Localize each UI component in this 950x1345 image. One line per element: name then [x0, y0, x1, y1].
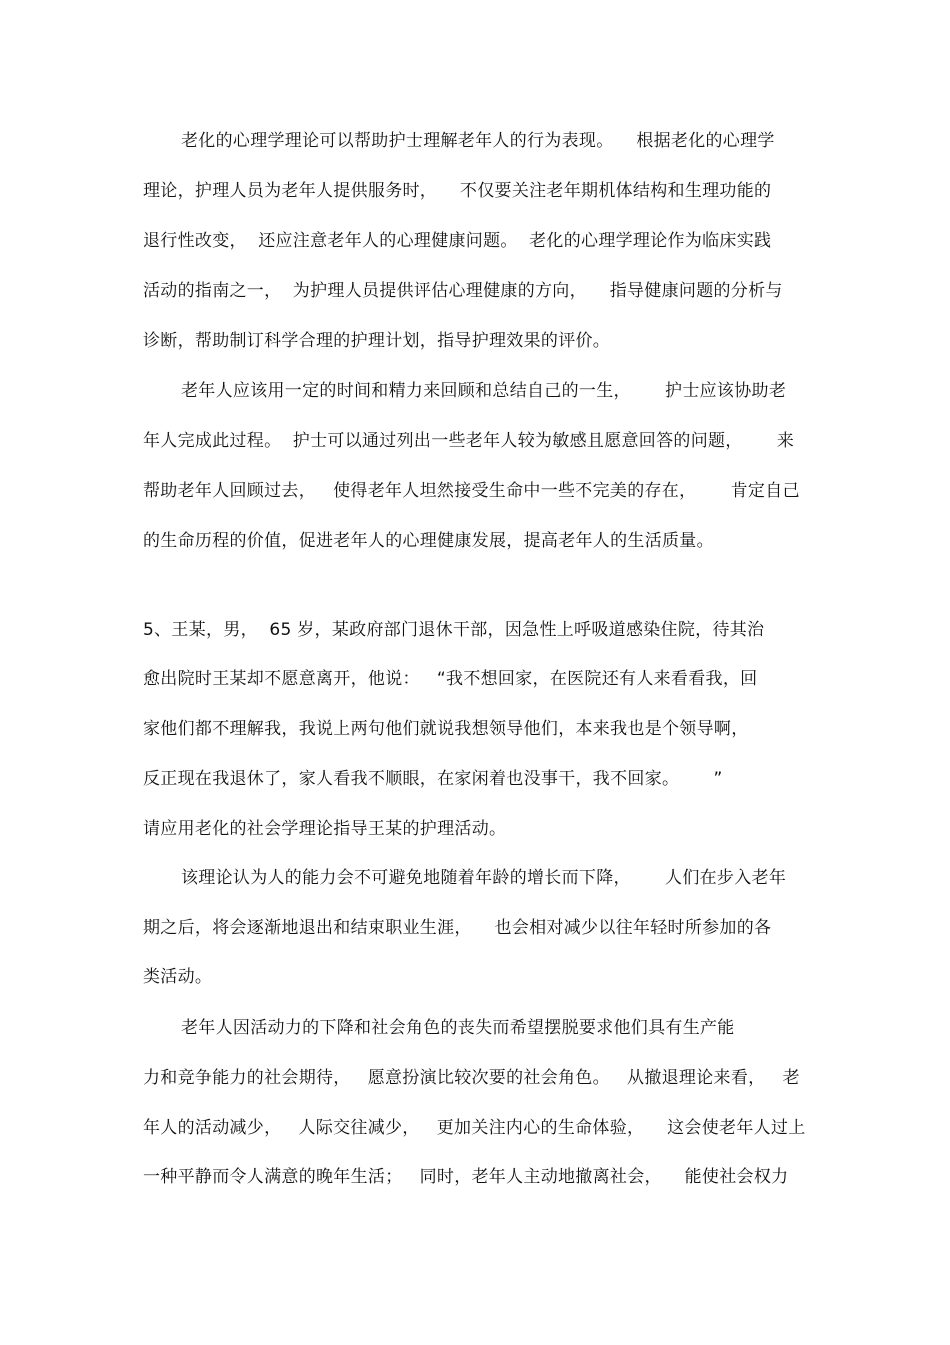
question-line: 家他们都不理解我，我说上两句他们就说我想领导他们，本来我也是个领导啊，	[143, 719, 749, 739]
text-line: 年人的活动减少， 人际交往减少， 更加关注内心的生命体验， 这会使老年人过上	[143, 1118, 806, 1138]
question-line: 愈出院时王某却不愿意离开，他说： “我不想回家，在医院还有人来看看我，回	[143, 669, 758, 689]
text-line: 理论，护理人员为老年人提供服务时， 不仅要关注老年期机体结构和生理功能的	[143, 181, 772, 201]
text-line: 力和竞争能力的社会期待， 愿意扮演比较次要的社会角色。 从撤退理论来看， 老	[143, 1068, 800, 1088]
text-line: 该理论认为人的能力会不可避免地随着年龄的增长而下降， 人们在步入老年	[181, 868, 787, 888]
question-line: 反正现在我退休了，家人看我不顺眼，在家闲着也没事干，我不回家。 ”	[143, 769, 723, 789]
text-line: 老化的心理学理论可以帮助护士理解老年人的行为表现。 根据老化的心理学	[181, 131, 775, 151]
text-line: 帮助老年人回顾过去， 使得老年人坦然接受生命中一些不完美的存在， 肯定自己	[143, 481, 800, 501]
text-line: 年人完成此过程。 护士可以通过列出一些老年人较为敏感且愿意回答的问题， 来	[143, 431, 795, 451]
text-line: 类活动。	[143, 967, 213, 987]
question-line: 5、王某，男， 65 岁，某政府部门退休干部，因急性上呼吸道感染住院，待其治	[143, 620, 765, 640]
text-line: 期之后，将会逐渐地退出和结束职业生涯， 也会相对减少以往年轻时所参加的各	[143, 918, 772, 938]
text-line: 退行性改变， 还应注意老年人的心理健康问题。 老化的心理学理论作为临床实践	[143, 231, 772, 251]
text-line: 活动的指南之一， 为护理人员提供评估心理健康的方向， 指导健康问题的分析与	[143, 281, 783, 301]
text-line: 的生命历程的价值，促进老年人的心理健康发展，提高老年人的生活质量。	[143, 531, 714, 551]
text-line: 老年人因活动力的下降和社会角色的丧失而希望摆脱要求他们具有生产能	[181, 1018, 735, 1038]
text-line: 老年人应该用一定的时间和精力来回顾和总结自己的一生， 护士应该协助老	[181, 381, 787, 401]
text-line: 诊断，帮助制订科学合理的护理计划，指导护理效果的评价。	[143, 331, 611, 351]
question-prompt: 请应用老化的社会学理论指导王某的护理活动。	[143, 819, 507, 839]
text-line: 一种平静而令人满意的晚年生活； 同时，老年人主动地撤离社会， 能使社会权力	[143, 1167, 789, 1187]
